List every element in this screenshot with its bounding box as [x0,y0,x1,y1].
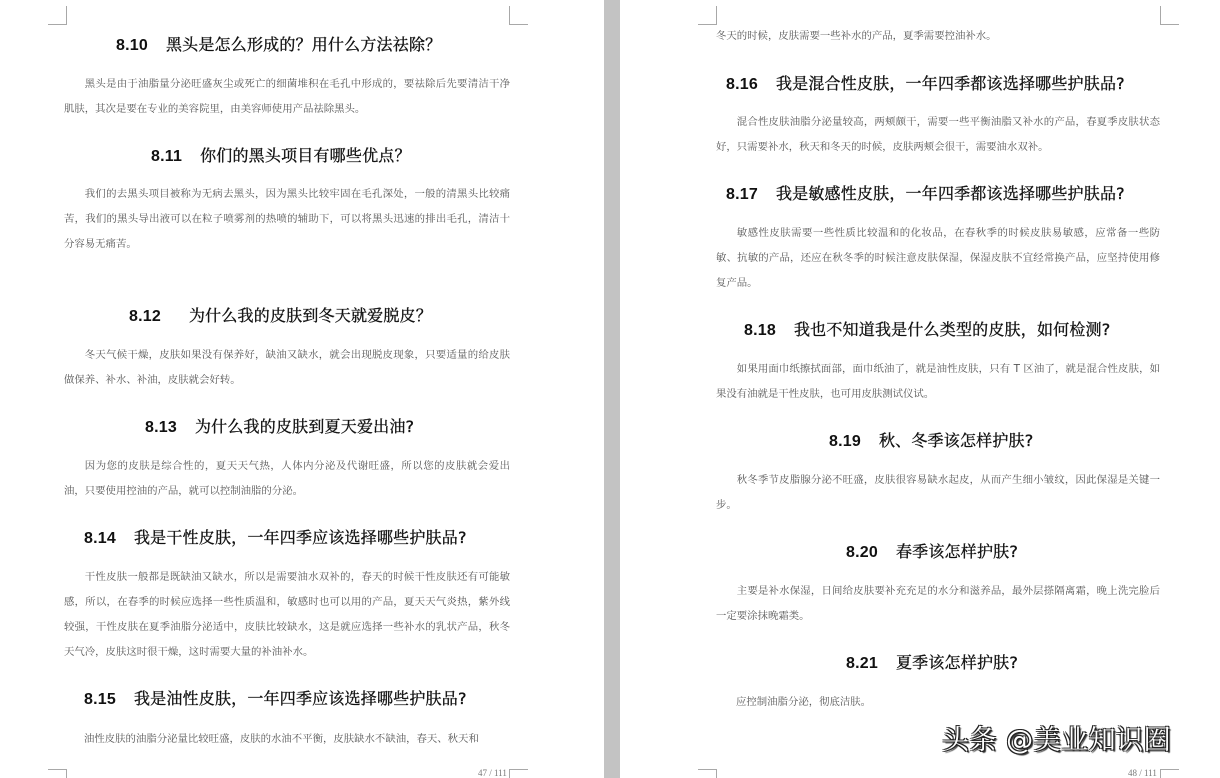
section-number: 8.20 [846,544,878,561]
section-body: 干性皮肤一般都是既缺油又缺水，所以是需要油水双补的，春天的时候干性皮肤还有可能敏感，所以，在春季的时候应选择一些性质温和，敏感时也可以用的产品，夏天天气炎热，紫外线较强，干性皮肤在夏季油脂分泌适中，皮肤比较缺水，这是就应选择一些补水的乳状产品，秋冬天气冷，皮肤这时很干燥，这时需要大量的补油补水。 [64,571,510,658]
section-title: 黑头是怎么形成的？用什么方法祛除？ [165,35,442,54]
section-title: 秋、冬季该怎样护肤? [878,431,1034,450]
section-title: 我是敏感性皮肤，一年四季都该选择哪些护肤品? [775,184,1125,203]
page-47 [0,0,604,778]
section-heading [145,414,414,437]
section-heading [744,317,1110,340]
section-body: 因为您的皮肤是综合性的，夏天天气热，人体内分泌及代谢旺盛，所以您的皮肤就会爱出油，只要使用控油的产品，就可以控制油脂的分泌。 [64,460,510,497]
section-heading [829,428,1033,451]
section-heading [846,539,1018,562]
page-48 [620,0,1220,778]
crop-mark-top-right [1160,6,1179,25]
section-title: 春季该怎样护肤? [895,542,1019,561]
section-number: 8.16 [726,76,758,93]
section-title: 夏季该怎样护肤? [895,653,1019,672]
page-number: 48 / 111 [1128,768,1157,778]
crop-mark-bottom-right [1160,769,1179,778]
crop-mark-top-left [698,6,717,25]
section-body: 油性皮肤的油脂分泌量比较旺盛，皮肤的水油不平衡，皮肤缺水不缺油，春天、秋天和 [84,733,479,745]
section-body: 应控制油脂分泌，彻底洁肤。 [736,696,872,708]
section-heading [726,181,1125,204]
section-number: 8.11 [151,148,183,165]
section-title: 我也不知道我是什么类型的皮肤，如何检测? [793,320,1111,339]
section-title: 我是混合性皮肤，一年四季都该选择哪些护肤品? [775,74,1125,93]
continued-text: 冬天的时候，皮肤需要一些补水的产品，夏季需要控油补水。 [716,30,997,42]
page-number: 47 / 111 [478,768,507,778]
section-heading [129,303,432,326]
section-heading [116,32,441,55]
crop-mark-bottom-left [698,769,717,778]
section-title: 你们的黑头项目有哪些优点？ [200,146,411,165]
section-body: 黑头是由于油脂量分泌旺盛灰尘或死亡的细菌堆积在毛孔中形成的，要祛除后先要清洁干净肌肤，其次是要在专业的美容院里，由美容师使用产品祛除黑头。 [64,78,510,115]
section-number: 8.18 [744,322,776,339]
section-heading [84,525,467,548]
page-gutter [604,0,620,778]
section-number: 8.14 [84,530,116,547]
section-heading [84,686,467,709]
crop-mark-top-left [48,6,67,25]
crop-mark-top-right [509,6,528,25]
section-title: 为什么我的皮肤到夏天爱出油? [194,417,415,436]
section-heading [726,71,1125,94]
section-title: 我是油性皮肤，一年四季应该选择哪些护肤品? [133,689,467,708]
crop-mark-bottom-right [509,769,528,778]
section-number: 8.12 [129,308,161,325]
crop-mark-bottom-left [48,769,67,778]
section-body: 主要是补水保湿，日间给皮肤要补充充足的水分和滋养品，最外层搽隔离霜，晚上洗完脸后一定要涂抹晚霜类。 [716,585,1160,622]
watermark: 头条 @美业知识圈 [942,725,1172,756]
section-body: 如果用面巾纸擦拭面部，面巾纸油了，就是油性皮肤，只有 T 区油了，就是混合性皮肤，如果没有油就是干性皮肤，也可用皮肤测试仪试。 [716,363,1160,400]
section-body: 秋冬季节皮脂腺分泌不旺盛，皮肤很容易缺水起皮，从而产生细小皱纹，因此保湿是关键一步。 [716,474,1160,511]
section-number: 8.13 [145,419,177,436]
section-heading [846,650,1018,673]
section-body: 敏感性皮肤需要一些性质比较温和的化妆品，在春秋季的时候皮肤易敏感，应常备一些防敏、抗敏的产品，还应在秋冬季的时候注意皮肤保湿，保湿皮肤不宜经常换产品，应坚持使用修复产品。 [716,227,1160,289]
section-body: 冬天气候干燥，皮肤如果没有保养好，缺油又缺水，就会出现脱皮现象，只要适量的给皮肤做保养、补水、补油，皮肤就会好转。 [64,349,510,386]
section-body: 混合性皮肤油脂分泌量较高，两颊颇干，需要一些平衡油脂又补水的产品，春夏季皮肤状态好，只需要补水，秋天和冬天的时候，皮肤两颊会很干，需要油水双补。 [716,116,1160,153]
section-number: 8.19 [829,433,861,450]
section-number: 8.15 [84,691,116,708]
section-title: 为什么我的皮肤到冬天就爱脱皮？ [188,306,432,325]
section-title: 我是干性皮肤，一年四季应该选择哪些护肤品? [133,528,467,547]
section-body: 我们的去黑头项目被称为无病去黑头，因为黑头比较牢固在毛孔深处，一般的清黑头比较痛苦，我们的黑头导出液可以在粒子喷雾剂的热喷的辅助下，可以将黑头迅速的排出毛孔，清洁十分容易无痛苦。 [64,188,510,250]
section-number: 8.17 [726,186,758,203]
section-heading [151,143,411,166]
section-number: 8.10 [116,37,148,54]
section-number: 8.21 [846,655,878,672]
